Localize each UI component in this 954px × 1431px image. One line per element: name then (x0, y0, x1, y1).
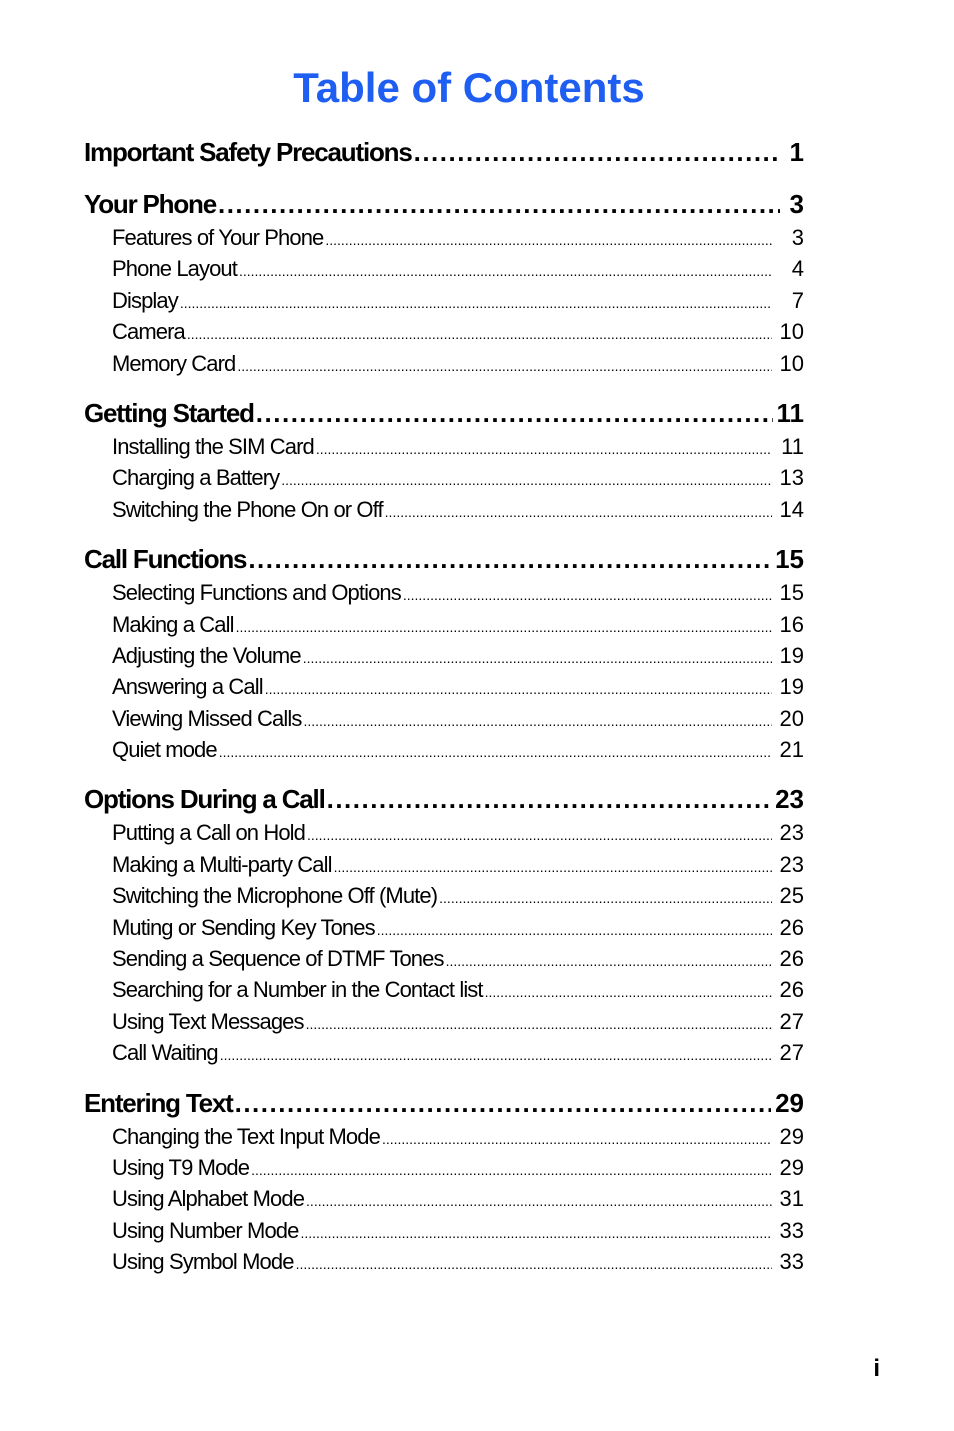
toc-item-page: 19 (779, 642, 804, 668)
toc-section-page: 15 (775, 544, 804, 575)
toc-item-label: Call Waiting (112, 1040, 218, 1066)
dot-leader (307, 820, 772, 851)
toc-item-page: 21 (779, 737, 804, 763)
toc-section-label: Entering Text (84, 1087, 233, 1118)
toc-item-page: 23 (779, 851, 804, 877)
toc-item[interactable] (84, 817, 804, 848)
toc-item-page: 15 (779, 580, 804, 606)
toc-item[interactable] (84, 849, 804, 880)
toc-item-page: 19 (779, 674, 804, 700)
dot-leader (303, 643, 772, 674)
toc-item-label: Answering a Call (112, 674, 263, 700)
toc-item-label: Using Symbol Mode (112, 1249, 294, 1275)
toc-item-label: Charging a Battery (112, 465, 280, 491)
toc-item-page: 26 (779, 946, 804, 972)
toc-item-label: Sending a Sequence of DTMF Tones (112, 946, 444, 972)
toc-item[interactable] (84, 1183, 804, 1214)
toc-item[interactable] (84, 1215, 804, 1246)
dot-leader (414, 134, 780, 170)
toc-item-page: 23 (779, 820, 804, 846)
toc-item-label: Making a Multi-party Call (112, 851, 332, 877)
toc-section (84, 395, 804, 525)
toc-section-heading[interactable] (84, 395, 804, 431)
toc-item[interactable] (84, 943, 804, 974)
toc-item-label: Making a Call (112, 611, 234, 637)
toc-item-label: Installing the SIM Card (112, 433, 314, 459)
toc-section-page: 3 (789, 189, 804, 219)
toc-section-label: Call Functions (84, 544, 247, 575)
toc-section (84, 541, 804, 765)
toc-item[interactable] (84, 1006, 804, 1037)
dot-leader (382, 1124, 772, 1155)
dot-leader (237, 351, 771, 382)
toc-item[interactable] (84, 1121, 804, 1152)
toc-item-page: 29 (779, 1123, 804, 1149)
dot-leader (256, 395, 773, 431)
toc-item-label: Switching the Microphone Off (Mute) (112, 883, 438, 909)
toc-item[interactable] (84, 880, 804, 911)
toc-item-page: 27 (779, 1040, 804, 1066)
dot-leader (334, 852, 772, 883)
dot-leader (248, 541, 771, 577)
table-of-contents (84, 134, 804, 1294)
dot-leader (403, 580, 772, 611)
dot-leader (265, 674, 772, 705)
toc-item-page: 3 (791, 225, 804, 250)
toc-section (84, 134, 804, 170)
toc-item[interactable] (84, 285, 804, 316)
toc-item-page: 31 (779, 1186, 804, 1212)
toc-section-label: Important Safety Precautions (84, 137, 412, 167)
toc-item-label: Using Alphabet Mode (112, 1186, 305, 1212)
dot-leader (385, 497, 772, 528)
toc-item-page: 25 (779, 883, 804, 909)
toc-item-label: Camera (112, 319, 185, 345)
dot-leader (300, 1218, 771, 1249)
dot-leader (316, 434, 772, 465)
toc-item[interactable] (84, 912, 804, 943)
toc-item-page: 10 (779, 319, 804, 345)
dot-leader (236, 612, 772, 643)
toc-section (84, 781, 804, 1068)
toc-item-page: 16 (779, 611, 804, 637)
toc-item[interactable] (84, 609, 804, 640)
toc-item-label: Phone Layout (112, 256, 237, 282)
toc-item-label: Display (112, 287, 178, 313)
dot-leader (281, 465, 771, 496)
dot-leader (218, 186, 780, 222)
toc-item-page: 26 (779, 914, 804, 940)
toc-item-page: 27 (779, 1008, 804, 1034)
dot-leader (306, 1009, 772, 1040)
toc-item-label: Using Text Messages (112, 1008, 304, 1034)
toc-item[interactable] (84, 431, 804, 462)
toc-item-label: Memory Card (112, 350, 236, 376)
toc-item[interactable] (84, 222, 804, 253)
toc-section-heading[interactable] (84, 541, 804, 577)
toc-item[interactable] (84, 1246, 804, 1277)
toc-section-label: Your Phone (84, 189, 216, 219)
dot-leader (446, 946, 772, 977)
toc-item[interactable] (84, 1037, 804, 1068)
toc-item-label: Adjusting the Volume (112, 642, 301, 668)
toc-item-page: 4 (791, 256, 804, 282)
toc-item-label: Selecting Functions and Options (112, 580, 401, 606)
toc-item-page: 33 (779, 1217, 804, 1243)
toc-item[interactable] (84, 734, 804, 765)
dot-leader (220, 1040, 772, 1071)
toc-section-page: 29 (775, 1087, 804, 1118)
page-number: i (873, 1355, 880, 1382)
dot-leader (303, 706, 771, 737)
toc-section-page: 1 (789, 137, 804, 167)
toc-item[interactable] (84, 577, 804, 608)
toc-item[interactable] (84, 671, 804, 702)
toc-item-page: 29 (779, 1154, 804, 1180)
toc-item-label: Searching for a Number in the Contact list (112, 977, 483, 1003)
toc-section-heading[interactable] (84, 1085, 804, 1121)
page-title: Table of Contents (293, 64, 645, 111)
toc-section (84, 1085, 804, 1278)
toc-item-label: Changing the Text Input Mode (112, 1123, 380, 1149)
dot-leader (325, 225, 772, 256)
toc-item[interactable] (84, 640, 804, 671)
dot-leader (306, 1186, 771, 1217)
toc-item[interactable] (84, 1152, 804, 1183)
dot-leader (219, 737, 772, 768)
dot-leader (377, 915, 772, 946)
dot-leader (327, 781, 771, 817)
dot-leader (251, 1155, 771, 1186)
toc-section-label: Options During a Call (84, 784, 325, 815)
toc-item-page: 13 (779, 465, 804, 491)
toc-item[interactable] (84, 703, 804, 734)
toc-item-label: Viewing Missed Calls (112, 705, 302, 731)
toc-section-heading[interactable] (84, 781, 804, 817)
toc-item-label: Using T9 Mode (112, 1154, 250, 1180)
toc-item[interactable] (84, 494, 804, 525)
toc-section-label: Getting Started (84, 397, 254, 428)
toc-section (84, 186, 804, 379)
toc-item-label: Muting or Sending Key Tones (112, 914, 375, 940)
toc-item-page: 26 (779, 977, 804, 1003)
dot-leader (180, 288, 772, 319)
toc-item[interactable] (84, 316, 804, 347)
toc-item-page: 11 (781, 433, 804, 459)
toc-item-page: 14 (779, 496, 804, 522)
toc-item-label: Using Number Mode (112, 1217, 299, 1243)
dot-leader (187, 319, 772, 350)
toc-section-page: 11 (776, 397, 804, 428)
toc-item[interactable] (84, 462, 804, 493)
toc-item-label: Putting a Call on Hold (112, 820, 305, 846)
dot-leader (485, 977, 772, 1008)
toc-item[interactable] (84, 974, 804, 1005)
toc-item-label: Switching the Phone On or Off (112, 496, 383, 522)
toc-item-label: Features of Your Phone (112, 225, 324, 250)
dot-leader (235, 1085, 771, 1121)
toc-item-page: 10 (779, 350, 804, 376)
toc-item[interactable] (84, 348, 804, 379)
toc-item-page: 7 (791, 287, 804, 313)
toc-section-page: 23 (775, 784, 804, 815)
dot-leader (439, 883, 771, 914)
toc-item-page: 20 (779, 705, 804, 731)
toc-item[interactable] (84, 253, 804, 284)
toc-section-heading[interactable] (84, 134, 804, 170)
toc-section-heading[interactable] (84, 186, 804, 222)
toc-item-page: 33 (779, 1249, 804, 1275)
dot-leader (239, 256, 772, 287)
toc-item-label: Quiet mode (112, 737, 217, 763)
dot-leader (296, 1249, 772, 1280)
